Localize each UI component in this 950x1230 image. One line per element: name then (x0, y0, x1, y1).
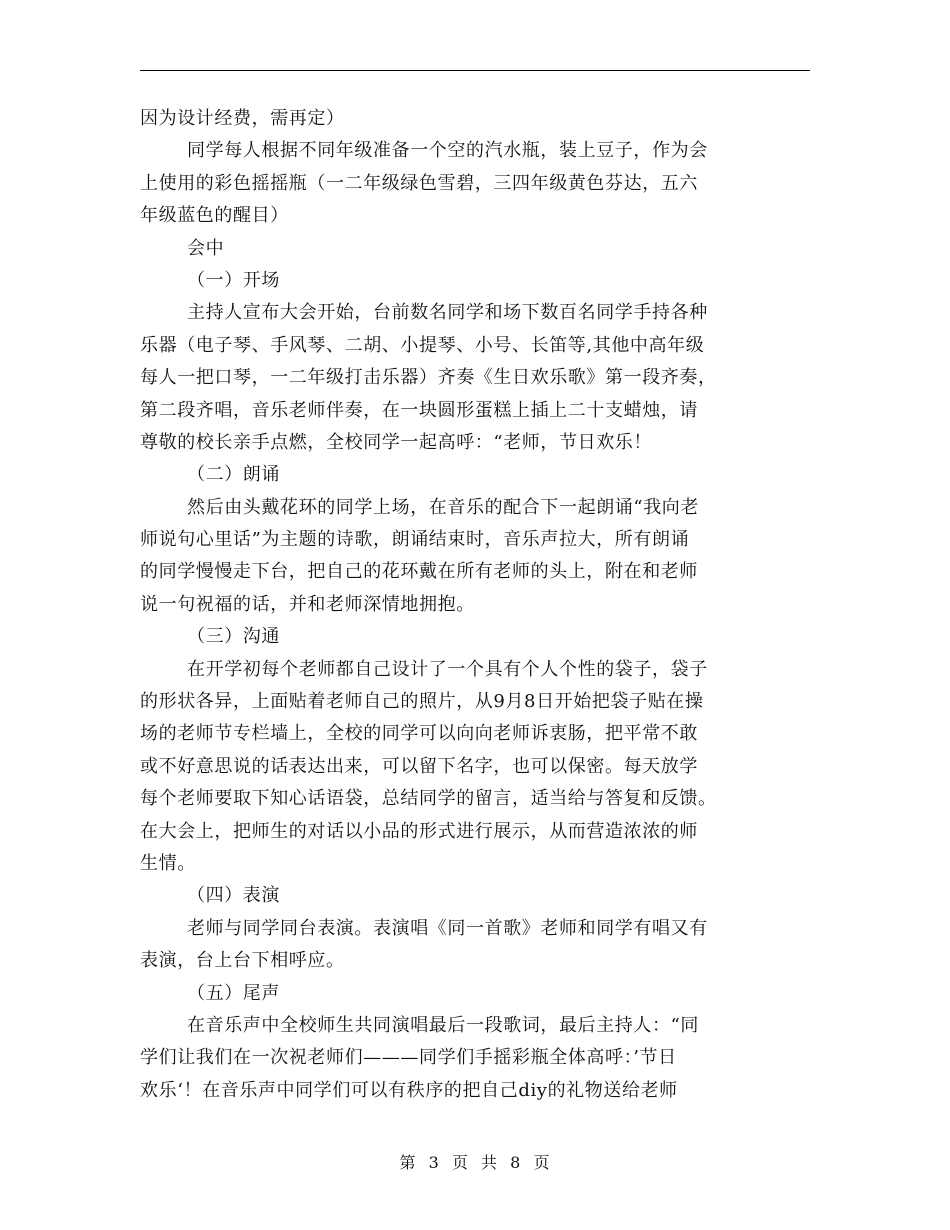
header-rule (140, 70, 810, 71)
text-line: 尊敬的校长亲手点燃，全校同学一起高呼：“老师，节日欢乐！ (140, 431, 652, 453)
text-line: （三）沟通 (187, 626, 280, 648)
text-line: 会中 (187, 237, 225, 259)
text-line: 生情。 (140, 852, 196, 874)
text-line: 在音乐声中全校师生共同演唱最后一段歌词，最后主持人：“同 (187, 1014, 699, 1036)
text-line: （四）表演 (187, 885, 280, 907)
text-line: 表演，台上台下相呼应。 (140, 950, 345, 972)
text-line: 学们让我们在一次祝老师们———同学们手摇彩瓶全体高呼：’节日 (140, 1047, 677, 1069)
page-footer (0, 1150, 950, 1173)
text-line: 主持人宣布大会开始，台前数名同学和场下数百名同学手持各种 (187, 302, 708, 324)
text-line: 的形状各异，上面贴着老师自己的照片，从9月8日开始把袋子贴在操 (140, 691, 704, 713)
text-line: 场的老师节专栏墙上，全校的同学可以向向老师诉衷肠，把平常不敢 (140, 723, 698, 745)
text-line: （五）尾声 (187, 982, 280, 1004)
text-line: 同学每人根据不同年级准备一个空的汽水瓶，装上豆子，作为会 (187, 140, 708, 162)
text-line: 乐器（电子琴、手风琴、二胡、小提琴、小号、长笛等,其他中高年级 (140, 334, 705, 356)
text-line: 的同学慢慢走下台，把自己的花环戴在所有老师的头上，附在和老师 (140, 561, 698, 583)
footer-suffix: 页 (533, 1153, 551, 1172)
document-body (140, 103, 800, 1107)
text-line: 老师与同学同台表演。表演唱《同一首歌》老师和同学有唱又有 (187, 917, 708, 939)
footer-page-word: 页 (451, 1153, 469, 1172)
text-line: 师说句心里话”为主题的诗歌，朗诵结束时，音乐声拉大，所有朗诵 (140, 529, 690, 551)
footer-prefix: 第 (399, 1153, 417, 1172)
text-line: （二）朗诵 (187, 464, 280, 486)
footer-total-pages: 8 (510, 1153, 522, 1172)
text-line: 每个老师要取下知心话语袋，总结同学的留言，适当给与答复和反馈。 (140, 788, 717, 810)
text-line: 因为设计经费，需再定） (140, 108, 345, 129)
text-line: 上使用的彩色摇摇瓶（一二年级绿色雪碧，三四年级黄色芬达，五六 (140, 172, 698, 194)
text-line: 说一句祝福的话，并和老师深情地拥抱。 (140, 593, 475, 615)
text-line: 或不好意思说的话表达出来，可以留下名字，也可以保密。每天放学 (140, 755, 698, 777)
text-line: 第二段齐唱，音乐老师伴奏，在一块圆形蛋糕上插上二十支蜡烛，请 (140, 399, 698, 421)
text-line: 每人一把口琴，一二年级打击乐器）齐奏《生日欢乐歌》第一段齐奏， (140, 367, 717, 389)
text-line: 在开学初每个老师都自己设计了一个具有个人个性的袋子，袋子 (187, 658, 708, 680)
text-line: 欢乐‘！在音乐声中同学们可以有秩序的把自己diy的礼物送给老师 (140, 1079, 678, 1101)
text-line: 然后由头戴花环的同学上场，在音乐的配合下一起朗诵“我向老 (187, 496, 699, 518)
footer-total-word: 共 (481, 1153, 499, 1172)
footer-current-page: 3 (428, 1153, 440, 1172)
text-line: （一）开场 (187, 269, 280, 291)
text-line: 在大会上，把师生的对话以小品的形式进行展示，从而营造浓浓的师 (140, 820, 698, 842)
text-line: 年级蓝色的醒目） (140, 205, 289, 227)
